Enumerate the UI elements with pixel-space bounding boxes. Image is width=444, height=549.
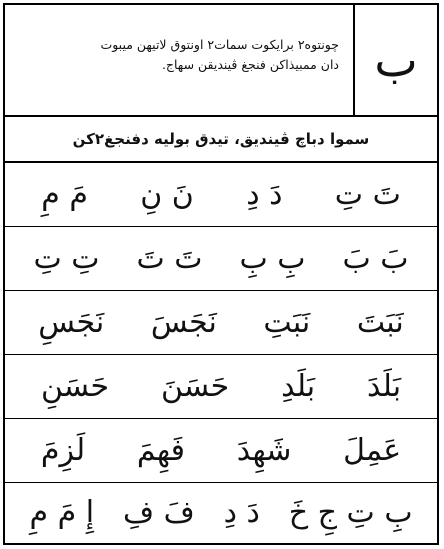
practice-word: فَ فِ (122, 495, 195, 530)
practice-word: مَ مِ (41, 177, 88, 212)
instruction-line-1: چونتوه٢ برايكوت سمات٢ اونتوق لاتيهن ميبوت (100, 37, 339, 52)
featured-letter: ب (353, 5, 437, 115)
practice-word: بَ بَ (342, 241, 409, 276)
practice-word: تَ تَ (136, 241, 203, 276)
lesson-title-band (5, 117, 437, 163)
practice-word: لَزِمَ (40, 433, 86, 468)
practice-word: تِ تِ (33, 241, 100, 276)
practice-row-6 (5, 481, 437, 545)
practice-row-3 (5, 291, 437, 355)
instruction-text (23, 35, 339, 75)
practice-row-2 (5, 227, 437, 291)
practice-word: بَلَدَ (367, 369, 402, 404)
instruction-line-2: دان ممبيذاكن فنجغ ڤيندیقن سهاج. (161, 57, 339, 72)
practice-word: حَسَنِ (40, 369, 110, 404)
practice-word: بَلَدِ (281, 369, 316, 404)
practice-row-1 (5, 163, 437, 227)
practice-row-4 (5, 355, 437, 419)
practice-word: شَهِدَ (236, 433, 292, 468)
practice-word: نَبَتَ (356, 305, 404, 340)
practice-word: إِ مَ مِ (29, 495, 95, 530)
practice-word: نَجَسَ (150, 305, 217, 340)
practice-word: دَ دِ (223, 495, 260, 530)
practice-word: فَهِمَ (136, 433, 186, 468)
practice-row-5 (5, 419, 437, 483)
practice-word: عَمِلَ (343, 433, 402, 468)
practice-word: حَسَنَ (161, 369, 230, 404)
worksheet-frame (3, 3, 439, 545)
practice-word: نَبَتِ (263, 305, 311, 340)
practice-word: تَ تِ (334, 177, 401, 212)
practice-word: نَجَسِ (38, 305, 105, 340)
practice-word: بِ بِ (239, 241, 306, 276)
practice-word: بِ تِ جِ خَ (288, 495, 413, 530)
practice-word: نَ نِ (140, 177, 194, 212)
worksheet-header (5, 5, 437, 117)
practice-word: دَ دِ (246, 177, 283, 212)
lesson-title: سموا دباچ ڤيندیق، تيدق بوليه دفنجغ٢كن (72, 130, 370, 148)
